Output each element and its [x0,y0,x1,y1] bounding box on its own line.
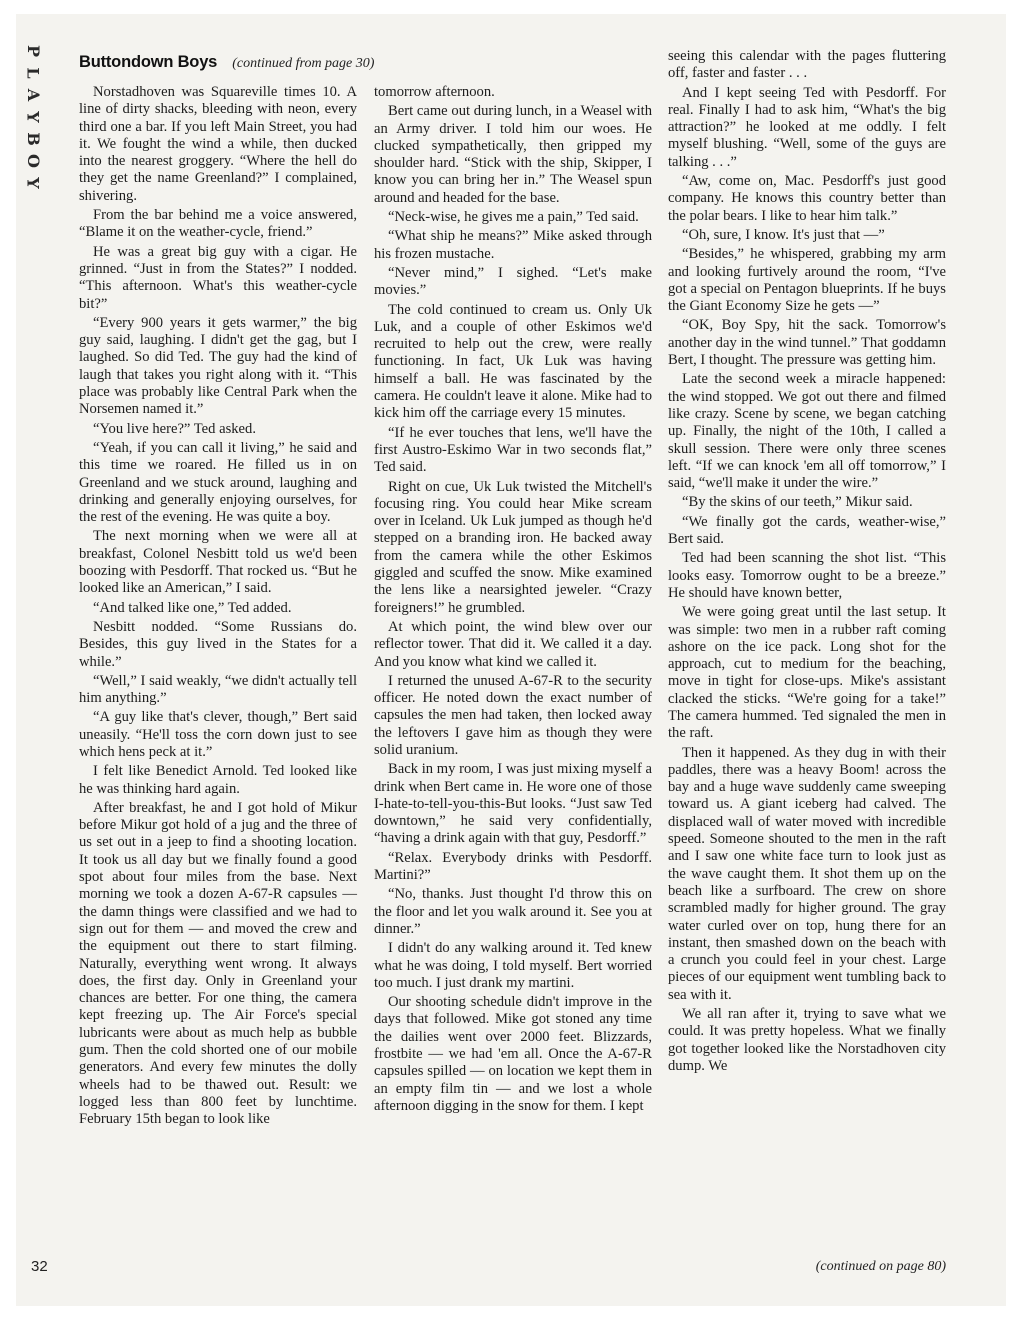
paragraph: “Neck-wise, he gives me a pain,” Ted said. [388,209,639,226]
magazine-name-vertical [22,40,44,194]
magazine-name-letter: O [24,154,43,168]
article-heading [79,52,374,72]
text-column-1 [79,84,357,1131]
magazine-name-letter: B [24,132,43,146]
paragraph: The next morning when we were all at breakfast, Colonel Nesbitt told us we'd been boozing with Pesdorff. That rocked us. “But he looked like an American,” I said. [79,528,357,597]
paragraph: “A guy like that's clever, though,” Bert said uneasily. “He'll toss the corn down just to see which hens peck at it.” [79,709,357,760]
paragraph: tomorrow afternoon. [374,84,495,100]
paragraph: Then it happened. As they dug in with their paddles, there was a heavy Boom! across the bay and a huge wave suddenly came sweeping toward us. A giant iceberg had calved. The displaced wall of water moved with incredible speed. Someone shouted to the men in the raft and I saw one white face turn to look just as the wave caught them. It shot them up on the beach like a surfboard. The crew on shore scrambled madly for higher ground. The gray water curled over on top, hung there for an instant, then smashed down on the beach with a crunch you could feel in your chest. Large pieces of our equipment went tumbling back to sea with it. [668,744,946,1003]
page-number: 32 [31,1258,48,1275]
article-title: Buttondown Boys [79,53,218,71]
paragraph: “OK, Boy Spy, hit the sack. Tomorrow's another day in the wind tunnel.” That goddamn Bert, I thought. The pressure was getting him. [668,317,946,369]
paragraph: I returned the unused A-67-R to the security officer. He noted down the exact number of capsules the men had taken, then locked away the leftovers I gave him as though they were solid uranium. [374,672,652,758]
paragraph: The cold continued to cream us. Only Uk Luk, and a couple of other Eskimos we'd recruited to help out the crew, were really functioning. In fact, Uk Luk was having himself a ball. He was fascinated by the camera. He couldn't leave it alone. Mike had to kick him off the carriage every 15 minutes. [374,301,652,422]
paragraph: “Oh, sure, I know. It's just that —” [682,226,885,243]
paragraph: At which point, the wind blew over our reflector tower. That did it. We called it a day. And you know what kind we called it. [374,618,652,670]
paragraph: Ted had been scanning the shot list. “This looks easy. Tomorrow ought to be a breeze.” He should have known better, [668,550,946,601]
paragraph: “Aw, come on, Mac. Pesdorff's just good company. He knows this country better than the polar bears. I like to hear him talk.” [668,173,946,224]
paragraph: “No, thanks. Just thought I'd throw this on the floor and let you walk around it. See you at dinner.” [374,886,652,937]
paragraph: “Yeah, if you can call it living,” he said and this time we roared. He filled us in on Greenland and we stuck around, laughing and drinking and generally enjoying ourselves, for the rest of the evening. He was quite a boy. [79,439,357,526]
paragraph: “Every 900 years it gets warmer,” the big guy said, laughing. I didn't get the gag, but I laughed. So did Ted. The guy had the kind of laugh that takes you right along with it. “This place was probably like Central Park when the Norsemen named it.” [79,314,357,418]
paragraph: Our shooting schedule didn't improve in the days that followed. Mike got stoned any time the dailies went over 2000 feet. Blizzards, frostbite — we had 'em all. Once the A-67-R capsules spilled — on location we kept them in an empty film tin — and we lost a whole afternoon digging in the snow for them. I kept [374,994,652,1114]
paragraph: Late the second week a miracle happened: the wind stopped. We got out there and filmed like crazy. Scene by scene, we began catching up. Finally, the night of the 10th, I called a skull session. There were only three scenes left. “If we can knock 'em all off tomorrow,” I said, “we'll make it under the wire.” [668,371,946,492]
magazine-name-letter: L [24,67,43,79]
paragraph: “Besides,” he whispered, grabbing my arm and looking furtively around the room, “I've got a special on Pentagon blueprints. If he buys the Giant Economy Size he gets —” [668,246,946,315]
paragraph: “And talked like one,” Ted added. [93,599,292,616]
paragraph: I felt like Benedict Arnold. Ted looked like he was thinking hard again. [79,763,357,797]
continued-on-note: (continued on page 80) [815,1259,946,1274]
paragraph: Back in my room, I was just mixing myself a drink when Bert came in. He wore one of those I-hate-to-tell-you-this-But looks. “Just saw Ted downtown,” he said very confidentially, “having a drink again with that guy, Pesdorff.” [374,761,652,847]
paragraph: Right on cue, Uk Luk twisted the Mitchell's focusing ring. You could hear Mike scream over in Iceland. Uk Luk jumped as though he'd stepped on a branding iron. He backed away from the camera while the other Eskimos giggled and scuffed the snow. Mike examined the lens like a nearsighted jeweler. “Crazy foreigners!” he grumbled. [374,478,652,616]
magazine-name-letter: P [24,44,43,58]
paragraph: “Well,” I said weakly, “we didn't actually tell him anything.” [79,672,357,707]
magazine-name-letter: Y [23,111,43,123]
paragraph: And I kept seeing Ted with Pesdorff. For real. Finally I had to ask him, “What's the big attraction?” he looked at me oddly. I felt myself blushing. “Well, some of the guys are talking . . .” [668,84,946,170]
paragraph: After breakfast, he and I got hold of Mikur before Mikur got hold of a jug and the three of us set out in a jeep to find a shooting location. It took us all day but we finally found a good spot about four miles from the base. Next morning we took a dozen A-67-R capsules — the damn things were classified and we had to sign out for them — and moved the crew and the equipment out there to start filming. Naturally, everything went wrong. It always does, the first day. Only in Greenland your chances are better. For one thing, the camera kept freezing up. The Air Force's special lubricants were about as much help as bubble gum. Then the cold shorted one of our mobile generators. And every few minutes the dolly wheels had to be thawed out. Result: we logged less than 800 feet by lunchtime. February 15th began to look like [79,799,357,1128]
paragraph: He was a great big guy with a cigar. He grinned. “Just in from the States?” I nodded. “This afternoon. What's this weather-cycle bit?” [79,243,357,312]
paragraph: I didn't do any walking around it. Ted knew what he was doing, I told myself. Bert worried too much. I just drank my martini. [374,940,652,991]
paragraph: “By the skins of our teeth,” Mikur said. [682,494,913,511]
paragraph: “We finally got the cards, weather-wise,” Bert said. [668,513,946,548]
paragraph: We were going great until the last setup. It was simple: two men in a rubber raft coming ashore on the ice pack. Long shot for the approach, cut to medium for the beaching, move in tight for close-ups. Mike's assistant clacked the sticks. “We're going for a take!” The camera hummed. Ted signaled the men in the raft. [668,604,946,742]
paragraph: Norstadhoven was Squareville times 10. A line of dirty shacks, bleeding with neon, every third one a bar. If you left Main Street, you had it. We fought the wind a while, then ducked into the nearest groggery. “Where the hell do they get the name Greenland?” I complained, shivering. [79,84,357,204]
text-column-2 [374,84,652,1117]
paragraph: “Relax. Everybody drinks with Pesdorff. Martini?” [374,849,652,884]
paragraph: “What ship he means?” Mike asked through his frozen mustache. [374,228,652,262]
paragraph: From the bar behind me a voice answered, “Blame it on the weather-cycle, friend.” [79,207,357,241]
paragraph: “Never mind,” I sighed. “Let's make movies.” [374,264,652,299]
paragraph: “If he ever touches that lens, we'll have the first Austro-Eskimo War in two seconds flat,” Ted said. [374,424,652,476]
magazine-name-letter: Y [23,177,43,189]
magazine-name-letter: A [23,88,43,102]
paragraph: seeing this calendar with the pages fluttering off, faster and faster . . . [668,48,946,82]
paragraph: Nesbitt nodded. “Some Russians do. Besides, this guy lived in the States for a while.” [79,618,357,670]
paragraph: Bert came out during lunch, in a Weasel with an Army driver. I told him our woes. He clucked sympathetically, then gripped my shoulder hard. “Stick with the ship, Skipper, I know you can bring her in.” The Weasel spun around and headed for the base. [374,103,652,206]
text-column-3 [668,48,946,1077]
continued-from-note: (continued from page 30) [232,56,375,71]
paragraph: We all ran after it, trying to save what we could. It was pretty hopeless. What we finally got together looked like the Norstadhoven city dump. We [668,1006,946,1074]
paragraph: “You live here?” Ted asked. [93,420,256,437]
